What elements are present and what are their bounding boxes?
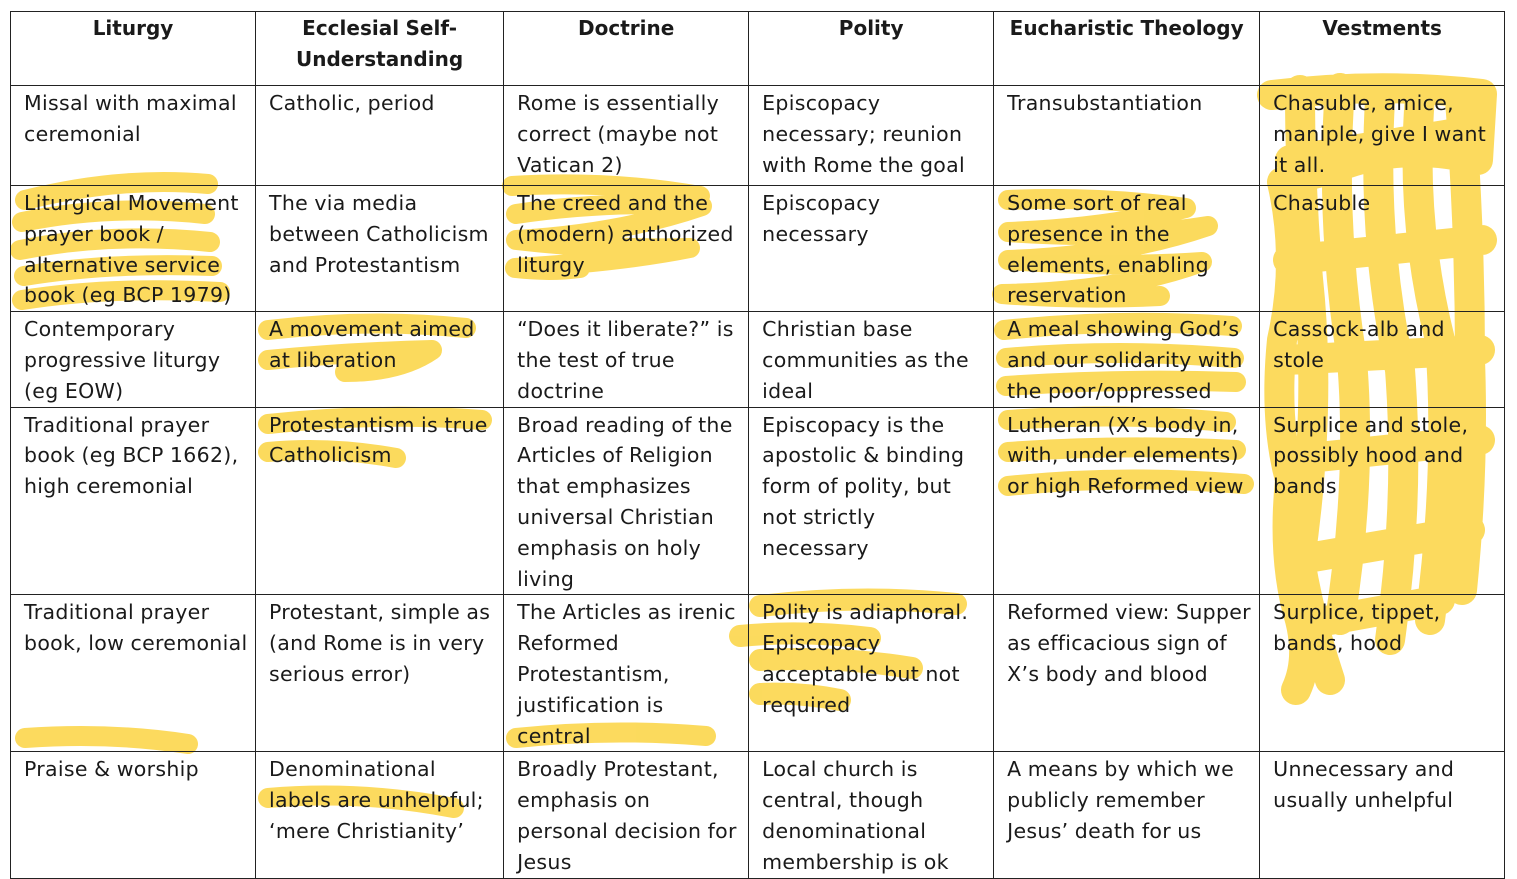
table-row (11, 752, 1505, 878)
table-cell (749, 186, 994, 312)
cell-text: Some sort of real presence in the elements, enabling reservation (1007, 191, 1209, 308)
table-cell (1260, 595, 1505, 752)
table-cell (749, 407, 994, 595)
table-cell (1260, 752, 1505, 878)
table-cell (994, 86, 1260, 186)
cell-text: Protestant, simple as (and Rome is in very serious error) (269, 600, 491, 686)
table-cell (256, 312, 504, 407)
table-cell (11, 407, 256, 595)
cell-text: Liturgical Movement prayer book / alternative service book (eg BCP 1979) (24, 191, 239, 308)
table-cell (749, 312, 994, 407)
table-cell (994, 186, 1260, 312)
table-cell (256, 595, 504, 752)
table-cell (749, 595, 994, 752)
cell-text: Missal with maximal ceremonial (24, 91, 237, 146)
cell-text: Traditional prayer book (eg BCP 1662), high ceremonial (24, 412, 239, 499)
table-row (11, 186, 1505, 312)
cell-text: Transubstantiation (1007, 91, 1203, 115)
cell-text: Episcopacy necessary; reunion with Rome the goal (762, 91, 966, 177)
cell-text: Christian base communities as the ideal (762, 317, 969, 403)
column-header: Ecclesial Self-Understanding (256, 12, 504, 86)
table-cell (504, 752, 749, 878)
cell-text: Surplice, tippet, bands, hood (1273, 600, 1441, 656)
table-cell (749, 752, 994, 878)
cell-text: Broadly Protestant, emphasis on personal decision for Jesus (517, 757, 737, 874)
cell-text: Praise & worship (24, 757, 199, 782)
cell-text: The Articles as irenic Reformed Protestantism, justification is central (517, 600, 736, 748)
table-row (11, 312, 1505, 407)
cell-text: Unnecessary and usually unhelpful (1273, 757, 1455, 813)
cell-text: The creed and the (modern) authorized liturgy (517, 191, 734, 277)
table-cell (1260, 186, 1505, 312)
cell-text: Reformed view: Supper as efficacious sign of X’s body and blood (1007, 600, 1251, 686)
header-row (11, 12, 1505, 86)
table-row (11, 595, 1505, 752)
cell-text: Traditional prayer book, low ceremonial (24, 600, 248, 656)
column-header: Eucharistic Theology (994, 12, 1260, 86)
column-header: Liturgy (11, 12, 256, 86)
cell-text: Protestantism is true Catholicism (269, 412, 488, 468)
table-cell (994, 312, 1260, 407)
table-cell (11, 86, 256, 186)
cell-text: Lutheran (X’s body in, with, under elements) or high Reformed view (1007, 412, 1244, 499)
column-header: Polity (749, 12, 994, 86)
table-cell (1260, 86, 1505, 186)
cell-text: Local church is central, though denominational membership is ok (762, 757, 949, 874)
cell-text: Catholic, period (269, 91, 435, 115)
cell-text: Chasuble, amice, maniple, give I want it all. (1273, 91, 1487, 177)
column-header: Doctrine (504, 12, 749, 86)
table-cell (994, 595, 1260, 752)
table-cell (504, 312, 749, 407)
cell-text: Contemporary progressive liturgy (eg EOW) (24, 317, 221, 403)
table-cell (504, 186, 749, 312)
cell-text: Episcopacy necessary (762, 191, 881, 246)
cell-text: Denominational labels are unhelpful; ‘mere Christianity’ (269, 757, 484, 843)
table-cell (504, 407, 749, 595)
table-cell (994, 407, 1260, 595)
cell-text: Chasuble (1273, 191, 1371, 215)
cell-text: The via media between Catholicism and Protestantism (269, 191, 489, 277)
cell-text: A movement aimed at liberation (269, 317, 475, 372)
table-cell (1260, 312, 1505, 407)
comparison-table (10, 11, 1505, 879)
table-cell (11, 752, 256, 878)
table-cell (11, 595, 256, 752)
cell-text: Rome is essentially correct (maybe not Vatican 2) (517, 91, 720, 177)
table-cell (749, 86, 994, 186)
table-row (11, 407, 1505, 595)
table-cell (256, 407, 504, 595)
cell-text: A meal showing God’s and our solidarity with the poor/oppressed (1007, 317, 1243, 403)
cell-text: A means by which we publicly remember Jesus’ death for us (1007, 757, 1235, 843)
cell-text: Episcopacy is the apostolic & binding form of polity, but not strictly necessary (762, 412, 965, 560)
table-cell (504, 86, 749, 186)
table-cell (256, 186, 504, 312)
column-header: Vestments (1260, 12, 1505, 86)
table-row (11, 86, 1505, 186)
cell-text: Polity is adiaphoral. Episcopacy acceptable but not required (762, 600, 969, 717)
table-cell (256, 752, 504, 878)
table-cell (11, 312, 256, 407)
cell-text: “Does it liberate?” is the test of true doctrine (517, 317, 734, 403)
cell-text: Surplice and stole, possibly hood and bands (1273, 412, 1469, 499)
table-cell (1260, 407, 1505, 595)
table-cell (994, 752, 1260, 878)
cell-text: Broad reading of the Articles of Religion that emphasizes universal Christian emphasis on holy living (517, 412, 733, 591)
table-cell (504, 595, 749, 752)
cell-text: Cassock-alb and stole (1273, 317, 1445, 372)
table-cell (11, 186, 256, 312)
table-cell (256, 86, 504, 186)
